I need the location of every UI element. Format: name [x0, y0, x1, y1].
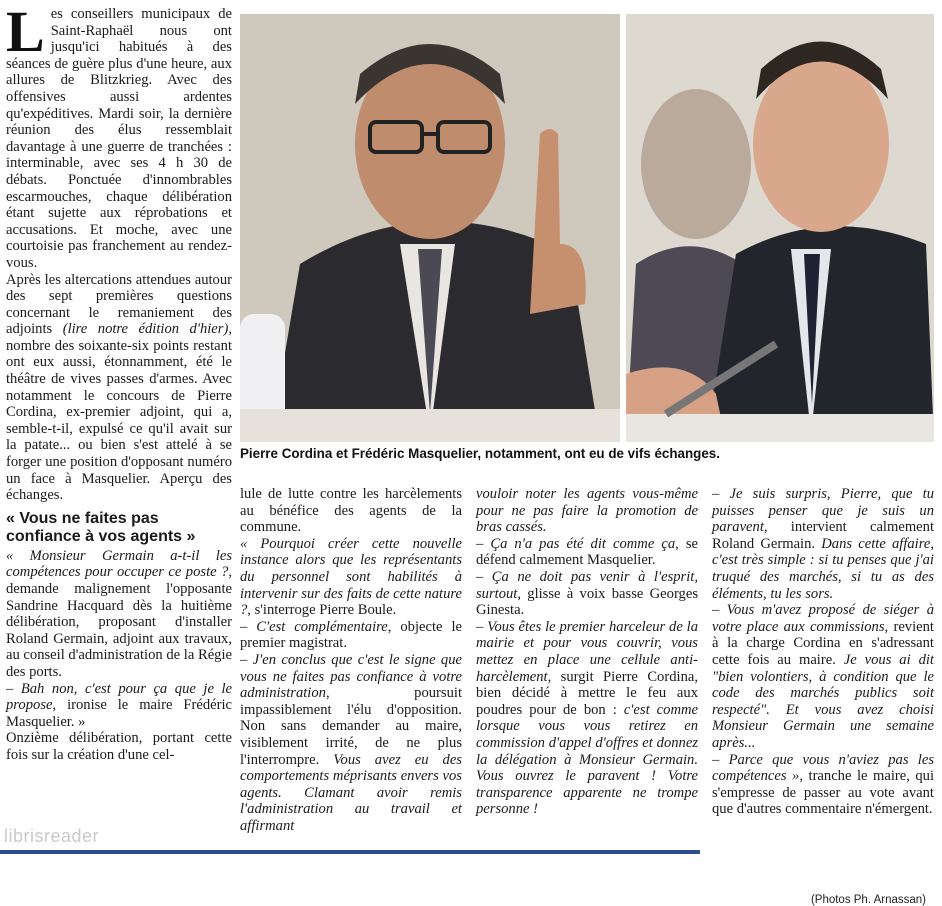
paragraph-text: , poursuit impassiblement l'élu d'opposition. Non sans demander au maire, visiblement irrité, de ne plus l'interrompre.	[240, 685, 462, 768]
section-subheading: « Vous ne faites pas confiance à vos agents »	[6, 509, 196, 545]
paragraph-text: , ironise le maire Frédéric Masquelier. »	[6, 697, 232, 730]
paragraph-text: , s'interroge Pierre Boule.	[247, 602, 397, 619]
quote-text: – Bah non, c'est pour ça que je le propose	[6, 680, 232, 714]
article-column-4	[712, 486, 934, 818]
quote-text: vouloir noter les agents vous-même pour ne pas faire la promotion de bras cassés.	[476, 486, 698, 536]
paragraph-text: , se défend calmement Masquelier.	[476, 535, 698, 569]
quote-text: – Vous êtes le premier harceleur de la mairie et pour vous couvrir, vous mettez en place une cellule anti-harcèlement	[476, 618, 698, 685]
quote-text: – Ça n'a pas été dit comme ça	[476, 535, 676, 552]
quote-text: Dans cette affaire, c'est très simple : si tu penses que j'ai truqué des marchés, si tu as des éléments, tu les sors.	[712, 535, 934, 602]
paragraph-text: , glisse à voix basse Georges Ginesta.	[476, 585, 698, 619]
article-column-2	[240, 486, 462, 834]
paragraph-intro: es conseillers municipaux de Saint-Raphaël nous ont jusqu'ici habitués à des séances de guère plus d'une heure, aux allures de Blitzkrieg. Avec des offensives aussi ardentes qu'expéditives. Mardi soir, la dernière réunion des élus ressemblait davantage à une guerre de tranchées : interminable, avec ses 4 h 30 de débats. Ponctuée d'innombrables escarmouches, chaque délibération étant sujette aux réprobations et accusations. Et moche, avec une courtoisie pas franchement au rendez-vous.	[6, 6, 232, 271]
portrait-illustration	[626, 14, 934, 442]
quote-text: – Ça ne doit pas venir à l'esprit, surtout	[476, 568, 698, 602]
article-column-3	[476, 486, 698, 818]
photo-frederic-masquelier	[626, 14, 934, 442]
paragraph-text: , nombre des soixante-six points restant ont eux aussi, étonnamment, été le théâtre de vives passes d'armes. Avec notamment le concours de Pierre Cordina, ex-premier adjoint, qui a, semble-t-il, expulsé ce qu'il avait sur la patate... ou bien s'est attelé à se forger une position d'opposant numéro un face à Masquelier. Aperçu des échanges.	[6, 321, 232, 504]
quote-text: – J'en conclus que c'est le signe que vous ne faites pas confiance à votre administration	[240, 651, 462, 702]
drop-cap: L	[6, 0, 45, 64]
quote-text: Vous avez eu des comportements méprisants envers vos agents. Clamant avoir remis l'administration au travail et affirmant	[240, 751, 462, 834]
quote-text: « Pourquoi créer cette nouvelle instance alors que les représentants du personnel sont habilités à intervenir sur des faits de cette nature ?	[240, 535, 462, 619]
bottom-rule	[0, 850, 700, 854]
photo-pierre-cordina	[240, 14, 620, 442]
paragraph-text: , revient à la charge Cordina en s'adressant cette fois au maire.	[712, 618, 934, 668]
quote-text: « Monsieur Germain a-t-il les compétences pour occuper ce poste ?	[6, 547, 232, 581]
photo-credit: (Photos Ph. Arnassan)	[810, 894, 926, 906]
caption-text: Pierre Cordina et Frédéric Masquelier, notamment, ont eu de vifs échanges.	[240, 446, 720, 461]
quote-text: Je vous ai dit "bien volontiers, à condition que le code des marchés publics soit respecté". Et vous avez choisi Monsieur Germain une semaine après...	[712, 651, 934, 751]
quote-text: – Vous m'avez proposé de siéger à votre place aux commissions	[712, 602, 934, 635]
paragraph-text: , objecte le premier magistrat.	[240, 618, 462, 652]
quote-text: c'est comme lorsque vous vous retirez en commission d'appel d'offres et donnez la délégation à Monsieur Germain. Vous ouvrez le paravent ! Votre transparence apparente ne trompe personne !	[476, 701, 698, 818]
paragraph-italic: (lire notre édition d'hier)	[62, 321, 229, 338]
watermark-text: librisreader	[4, 826, 100, 846]
paragraph-text: lule de lutte contre les harcèlements au bénéfice des agents de la commune.	[240, 486, 462, 536]
quote-text: – C'est complémentaire	[240, 618, 388, 635]
article-column-1	[6, 0, 232, 764]
paragraph-text: , surgit Pierre Cordina, bien décidé à mettre le feu aux poudres pour de bon :	[476, 668, 698, 718]
paragraph-text: Après les altercations attendues autour des sept premières questions concernant le remaniement des adjoints	[6, 271, 232, 338]
quote-text: – Parce que vous n'aviez pas les compétences »	[712, 751, 934, 785]
quote-text: – Je suis surpris, Pierre, que tu puisses penser que je suis un paravent	[712, 486, 934, 536]
paragraph-text: , intervient calmement Roland Germain.	[712, 519, 934, 552]
paragraph-text: Onzième délibération, portant cette fois sur la création d'une cel-	[6, 730, 232, 763]
portrait-illustration	[240, 14, 620, 442]
paragraph-text: , demande malignement l'opposante Sandrine Hacquard dès la huitième délibération, proposant d'installer Roland Germain, adjoint aux travaux, au conseil d'administration de la Régie des ports.	[6, 564, 232, 680]
paragraph-text: , tranche le maire, qui s'empresse de passer au vote avant que d'autres commentaire n'émergent.	[712, 768, 935, 818]
